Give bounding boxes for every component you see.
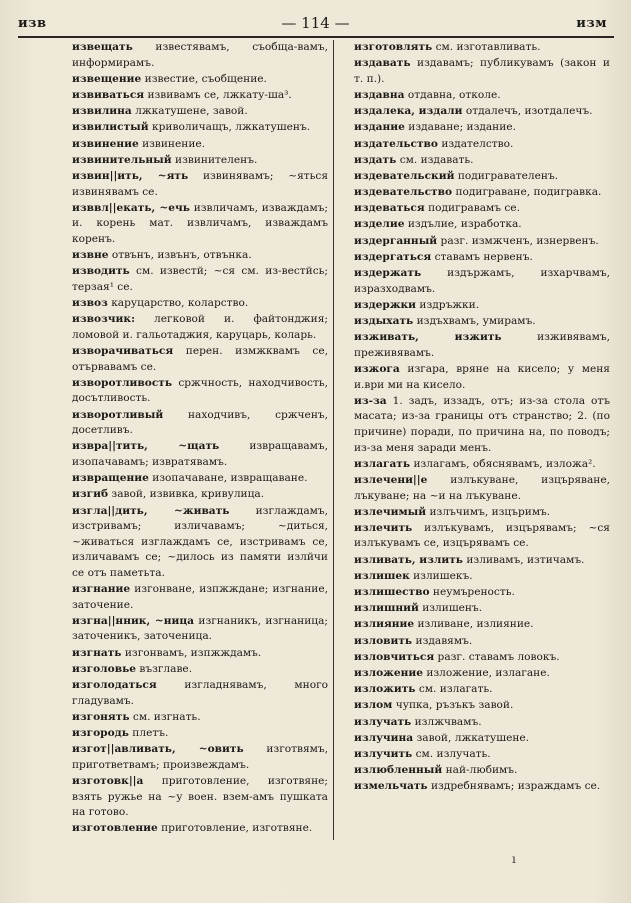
headword: издать (354, 153, 397, 166)
definition: излагамъ, обяснявамъ, изложа². (413, 457, 596, 470)
headword: изгла||дить, ~живать (72, 504, 230, 517)
definition: завой, извивка, кривулица. (111, 488, 265, 501)
definition: изглаждамъ, изстривамъ; изличавамъ; ~диться, ~живаться изглаждамъ се, изстривамъ се, изличавамъ се; ~дилось из памяти излйчи се отъ паметьта. (72, 504, 328, 579)
headword: изворачиваться (72, 345, 174, 357)
definition: извинявамъ; ~яться извинявамъ се. (72, 169, 328, 198)
guide-word-left: изв (18, 16, 47, 31)
dictionary-entry (342, 330, 610, 361)
dictionary-entry (342, 153, 610, 169)
page-number: — 114 — (281, 14, 350, 32)
definition: лжкатушене, завой. (135, 105, 248, 118)
headword: изголодаться (72, 679, 157, 691)
definition: легковой и. файтонджия; ломовой и. гальотаджия, каруцарь, коларь. (72, 313, 328, 341)
headword: извра||тить, ~щать (72, 440, 220, 453)
definition: подигравамъ се. (428, 202, 520, 215)
headword: извещение (72, 72, 142, 85)
definition: издаване; издание. (408, 121, 516, 134)
definition: известявамъ, съобща-вамъ, информирамъ. (72, 41, 328, 69)
definition: разг. ставамъ ловокъ. (437, 650, 560, 663)
definition: известие, съобщение. (144, 72, 267, 85)
dictionary-entry (60, 344, 328, 375)
dictionary-entry (60, 471, 328, 487)
definition: издъхвамъ, умирамъ. (416, 315, 536, 327)
dictionary-entry (342, 473, 610, 504)
dictionary-entry (60, 376, 328, 407)
headword: издание (354, 121, 405, 134)
headword: изгнание (72, 583, 131, 596)
dictionary-entry (60, 169, 328, 200)
definition: издълие, изработка. (407, 218, 522, 231)
definition: криволичащъ, лжкатушенъ. (152, 121, 311, 134)
definition: чупка, ръзъкъ завой. (395, 699, 514, 712)
definition: разг. измжченъ, изнервенъ. (440, 234, 599, 247)
definition: изопачаване, извращаване. (152, 472, 308, 485)
definition: възглаве. (139, 662, 193, 675)
headword: извещать (72, 41, 133, 53)
definition: излишекъ. (413, 569, 473, 582)
headword: извозчик: (72, 313, 135, 326)
dictionary-entry (60, 614, 328, 645)
margin-mark: ı (512, 852, 516, 866)
dictionary-entry (342, 394, 610, 456)
dictionary-entry (60, 104, 328, 120)
definition: сржчность, находчивость, досътливость. (72, 376, 328, 405)
headword: изгот||авливать, ~овить (72, 743, 244, 756)
definition: изложение, излагане. (426, 666, 550, 679)
definition: извивамъ се, лжкату-ша³. (147, 88, 292, 101)
headword: изложение (354, 666, 423, 679)
dictionary-entry (342, 731, 610, 747)
definition: плетъ. (132, 726, 169, 739)
headword: изжога (354, 362, 400, 375)
headword: издерганный (354, 234, 438, 247)
dictionary-entry (342, 120, 610, 136)
definition: см. издавать. (399, 153, 474, 166)
dictionary-entry (342, 601, 610, 617)
dictionary-entry (60, 88, 328, 104)
headword: изворотливость (72, 376, 173, 389)
definition: приготовление, изготвяне. (161, 822, 313, 835)
definition: см. известй; ~ся см. из-вестйсь; терзая¹ се. (72, 265, 328, 293)
dictionary-entry (60, 582, 328, 613)
definition: каруцарство, коларство. (111, 297, 249, 310)
definition: издавамъ; публикувамъ (закон и т. п.). (354, 57, 610, 85)
definition: извращавамъ, изопачавамъ; извратявамъ. (72, 440, 329, 468)
dictionary-entry (342, 40, 610, 56)
dictionary-entry (342, 763, 610, 779)
headword: извне (72, 249, 109, 262)
dictionary-entry (60, 40, 328, 71)
dictionary-entry (60, 504, 328, 582)
dictionary-entry (60, 248, 328, 264)
headword: изводить (72, 265, 130, 278)
definition: отдавна, отколе. (407, 88, 501, 101)
headword: излагать (354, 457, 411, 470)
dictionary-entry (342, 457, 610, 473)
dictionary-entry (342, 682, 610, 698)
headword: извинение (72, 137, 139, 150)
guide-word-right: изм (576, 16, 607, 31)
definition: подигравателенъ. (457, 169, 559, 182)
headword: изделие (354, 218, 405, 231)
dictionary-entry (342, 553, 610, 569)
definition: издребнявамъ; израждамъ се. (430, 780, 601, 793)
headword: издевательство (354, 186, 453, 199)
headword: излучина (354, 731, 414, 744)
definition: изгнаникъ, изгнаница; заточеникъ, заточеница. (72, 614, 329, 643)
headword: излюбленный (354, 764, 443, 777)
headword: изгородь (72, 726, 129, 739)
headword: изгнать (72, 646, 122, 659)
definition: излжчвамъ. (414, 715, 482, 728)
headword: издыхать (354, 315, 414, 327)
headword: изловить (354, 634, 413, 647)
headword: изготовлять (354, 41, 433, 53)
dictionary-entry (342, 185, 610, 201)
headword: излечени||е (354, 473, 428, 486)
dictionary-entry (60, 678, 328, 709)
headword: извиваться (72, 88, 145, 101)
definition: извинителенъ. (175, 153, 258, 166)
headword: излечить (354, 521, 413, 534)
definition: приготовление, изготвяне; взять ружье на ~у воен. взем-амъ пушката на готово. (72, 774, 328, 819)
header-rule (18, 36, 614, 38)
dictionary-entry (342, 266, 610, 297)
headword: излом (354, 699, 393, 712)
dictionary-entry (342, 169, 610, 185)
dictionary-entry (60, 726, 328, 742)
dictionary-entry (60, 662, 328, 678)
dictionary-entry (60, 821, 328, 837)
definition: издателство. (441, 137, 514, 150)
headword: извинительный (72, 153, 172, 166)
dictionary-entry (342, 569, 610, 585)
headword: извилина (72, 105, 132, 118)
definition: подиграване, подигравка. (455, 186, 602, 199)
dictionary-entry (342, 104, 610, 120)
headword: изгиб (72, 488, 109, 501)
dictionary-entry (60, 72, 328, 88)
headword: излечимый (354, 505, 427, 518)
definition: излъчимъ, изцъримъ. (429, 505, 551, 518)
dictionary-entry (60, 153, 328, 169)
dictionary-entry (60, 487, 328, 503)
headword: изготовк||а (72, 774, 144, 787)
definition: 1. задъ, иззадъ, отъ; из-за стола отъ масата; из-за границы отъ странство; 2. (по причине) поради, по причина на, по поводъ; из-за меня заради менъ. (354, 394, 611, 454)
headword: извин||ить, ~ять (72, 169, 189, 182)
headword: издержать (354, 267, 422, 280)
right-column (342, 40, 610, 795)
headword: измельчать (354, 780, 428, 793)
dictionary-entry (342, 617, 610, 633)
dictionary-entry (342, 234, 610, 250)
dictionary-entry (60, 296, 328, 312)
left-column (60, 40, 328, 838)
headword: изворотливый (72, 408, 164, 421)
headword: изгонять (72, 710, 130, 723)
headword: извоз (72, 297, 108, 310)
dictionary-entry (342, 314, 610, 330)
headword: издательство (354, 137, 438, 150)
headword: излучать (354, 715, 412, 728)
dictionary-entry (342, 201, 610, 217)
dictionary-entry (342, 362, 610, 393)
headword: излучить (354, 747, 413, 760)
dictionary-entry (60, 774, 328, 821)
definition: изгонване, изпжждане; изгнание, заточение. (72, 583, 328, 611)
headword: излишество (354, 586, 430, 599)
headword: излишний (354, 602, 419, 615)
dictionary-entry (342, 585, 610, 601)
dictionary-entry (342, 650, 610, 666)
definition: извинение. (142, 137, 206, 150)
definition: изгладнявамъ, много гладувамъ. (72, 679, 328, 707)
definition: см. изгнать. (132, 710, 201, 723)
dictionary-entry (342, 715, 610, 731)
definition: издавямъ. (415, 634, 473, 647)
dictionary-entry (342, 747, 610, 763)
dictionary-entry (342, 298, 610, 314)
dictionary-entry (60, 646, 328, 662)
headword: из-за (354, 394, 387, 407)
dictionary-entry (342, 137, 610, 153)
definition: завой, лжкатушене. (416, 731, 530, 744)
headword: изловчиться (354, 650, 435, 663)
definition: излъкуване, изцъряване, лъкуване; на ~и на лъкуване. (354, 473, 611, 502)
column-divider (333, 40, 334, 840)
definition: излишенъ. (422, 602, 483, 615)
definition: изготвямъ, пригответвамъ; произвеждамъ. (72, 743, 328, 771)
dictionary-entry (60, 201, 328, 248)
headword: изввл||екать, ~ечь (72, 201, 190, 214)
definition: изгара, вряне на кисело; у меня и.ври ми на кисело. (354, 362, 610, 391)
dictionary-entry (60, 742, 328, 773)
headword: издавать (354, 57, 411, 70)
definition: извличамъ, изваждамъ; и. корень мат. извличамъ, изваждамъ коренъ. (72, 201, 328, 245)
definition: см. изготавливать. (435, 41, 541, 53)
definition: изливане, излияние. (417, 618, 534, 631)
dictionary-entry (342, 634, 610, 650)
dictionary-entry (60, 312, 328, 343)
headword: издержки (354, 298, 417, 311)
definition: изживявамъ, преживявамъ. (354, 331, 610, 359)
dictionary-entry (60, 137, 328, 153)
headword: издергаться (354, 250, 432, 263)
headword: излияние (354, 618, 415, 631)
headword: излишек (354, 569, 410, 582)
definition: отдалечъ, изотдалечъ. (465, 105, 593, 118)
headword: извилистый (72, 121, 149, 134)
definition: изгонвамъ, изпжждамъ. (124, 646, 262, 659)
page-header (0, 14, 631, 36)
dictionary-entry (342, 666, 610, 682)
definition: излъкувамъ, изцърявамъ; ~ся излъкувамъ се, изцърявамъ се. (354, 521, 610, 550)
headword: издеваться (354, 202, 425, 215)
headword: изложить (354, 683, 416, 696)
dictionary-entry (60, 439, 328, 470)
dictionary-entry (342, 250, 610, 266)
definition: ставамъ нервенъ. (434, 250, 533, 263)
definition: отвънъ, извънъ, отвънка. (111, 249, 252, 262)
dictionary-entry (342, 698, 610, 714)
headword: изготовление (72, 822, 158, 835)
definition: находчивъ, сржченъ, досетливъ. (72, 408, 328, 437)
dictionary-entry (342, 505, 610, 521)
headword: издевательский (354, 169, 455, 182)
dictionary-entry (60, 264, 328, 295)
dictionary-entry (342, 217, 610, 233)
dictionary-entry (60, 120, 328, 136)
definition: издържамъ, изхарчвамъ, изразходвамъ. (354, 267, 611, 295)
headword: изживать, изжить (354, 331, 502, 344)
headword: изгна||нник, ~ница (72, 614, 195, 627)
dictionary-entry (342, 779, 610, 795)
dictionary-entry (342, 56, 610, 87)
definition: см. излагать. (418, 683, 493, 696)
definition: издръжки. (419, 298, 480, 311)
headword: издалека, издали (354, 105, 463, 118)
dictionary-entry (342, 521, 610, 552)
headword: изливать, излить (354, 553, 463, 566)
headword: извращение (72, 472, 149, 485)
definition: неумъреность. (432, 586, 515, 599)
definition: см. излучать. (415, 747, 491, 760)
headword: изголовье (72, 662, 137, 675)
dictionary-entry (60, 710, 328, 726)
definition: изливамъ, изтичамъ. (466, 553, 585, 566)
dictionary-entry (342, 88, 610, 104)
definition: перен. измжквамъ се, отървавамъ се. (72, 345, 328, 373)
definition: най-любимъ. (445, 764, 518, 777)
headword: издавна (354, 88, 405, 101)
dictionary-entry (60, 408, 328, 439)
